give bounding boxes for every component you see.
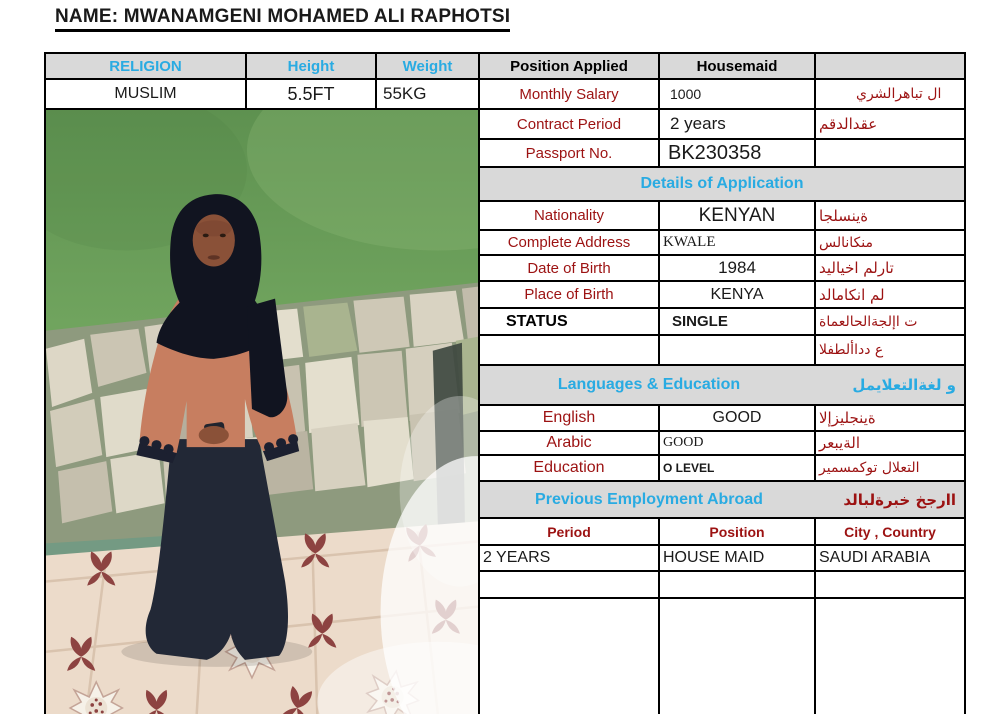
nationality-label: Nationality <box>479 201 659 230</box>
weight-value: 55KG <box>376 79 479 109</box>
profile-value-row <box>45 79 479 109</box>
employment-row-3 <box>479 598 965 714</box>
children-arabic: ع دداألطفلا <box>815 335 965 365</box>
education-value: O LEVEL <box>659 455 815 481</box>
dob-arabic: تارلم اخياليد <box>815 255 965 281</box>
details-section-row <box>479 167 965 201</box>
position-header: Position <box>659 518 815 545</box>
status-row <box>479 308 965 335</box>
pob-arabic: لم انكامالد <box>815 281 965 308</box>
employment-period <box>479 598 659 714</box>
address-arabic: منكانالس <box>815 230 965 255</box>
applicant-photo <box>46 110 478 714</box>
photo-row <box>45 109 479 714</box>
height-value: 5.5FT <box>246 79 376 109</box>
education-row <box>479 455 965 481</box>
status-label: STATUS <box>479 308 659 335</box>
position-header-arabic-cell <box>815 53 965 79</box>
employment-position: HOUSE MAID <box>659 545 815 571</box>
english-value: GOOD <box>659 405 815 431</box>
monthly-salary-label: Monthly Salary <box>479 79 659 109</box>
details-section-header <box>479 167 965 201</box>
address-label: Complete Address <box>479 230 659 255</box>
arabic-value: GOOD <box>659 431 815 455</box>
children-row <box>479 335 965 365</box>
contract-period-value: 2 years <box>659 109 815 139</box>
passport-value: BK230358 <box>659 139 815 167</box>
languages-section-arabic: و لغةالتعلايمل <box>852 376 956 394</box>
religion-value: MUSLIM <box>45 79 246 109</box>
passport-arabic <box>815 139 965 167</box>
arabic-label: Arabic <box>479 431 659 455</box>
employment-section-title: Previous Employment Abroad <box>535 490 763 508</box>
contract-period-row <box>479 109 965 139</box>
employment-position <box>659 571 815 598</box>
status-arabic: ت اإلجةالحالعماة <box>815 308 965 335</box>
city-country-header: City , Country <box>815 518 965 545</box>
employment-city <box>815 598 965 714</box>
position-applied-label: Position Applied <box>479 53 659 79</box>
page-title: NAME: MWANAMGENI MOHAMED ALI RAPHOTSI <box>55 6 510 32</box>
employment-period: 2 YEARS <box>479 545 659 571</box>
nationality-row <box>479 201 965 230</box>
passport-label: Passport No. <box>479 139 659 167</box>
monthly-salary-arabic: ال تباهرالشري <box>815 79 965 109</box>
nationality-arabic: ةينسلجا <box>815 201 965 230</box>
nationality-value: KENYAN <box>659 201 815 230</box>
education-label: Education <box>479 455 659 481</box>
languages-section-title: Languages & Education <box>557 376 741 393</box>
passport-row <box>479 139 965 167</box>
weight-header: Weight <box>376 53 479 79</box>
profile-header-row <box>45 53 479 79</box>
employment-period <box>479 571 659 598</box>
employment-position <box>659 598 815 714</box>
employment-row-1 <box>479 545 965 571</box>
address-row <box>479 230 965 255</box>
period-header: Period <box>479 518 659 545</box>
pob-label: Place of Birth <box>479 281 659 308</box>
contract-period-arabic: عقدالدقم <box>815 109 965 139</box>
religion-header: RELIGION <box>45 53 246 79</box>
dob-label: Date of Birth <box>479 255 659 281</box>
position-applied-value: Housemaid <box>659 53 815 79</box>
employment-row-2 <box>479 571 965 598</box>
pob-value: KENYA <box>659 281 815 308</box>
photo-cell <box>45 109 479 714</box>
profile-table <box>44 52 480 714</box>
languages-section-row <box>479 365 965 405</box>
monthly-salary-value: 1000 <box>659 79 815 109</box>
employment-city: SAUDI ARABIA <box>815 545 965 571</box>
employment-section-header <box>479 481 965 518</box>
position-header-row <box>479 53 965 79</box>
employment-header-row <box>479 518 965 545</box>
monthly-salary-row <box>479 79 965 109</box>
pob-row <box>479 281 965 308</box>
dob-row <box>479 255 965 281</box>
english-arabic: ةينجليزإلا <box>815 405 965 431</box>
contract-period-label: Contract Period <box>479 109 659 139</box>
dob-value: 1984 <box>659 255 815 281</box>
height-header: Height <box>246 53 376 79</box>
arabic-row <box>479 431 965 455</box>
employment-city <box>815 571 965 598</box>
application-table <box>478 52 966 714</box>
english-label: English <box>479 405 659 431</box>
languages-section-header <box>479 365 965 405</box>
employment-section-row <box>479 481 965 518</box>
english-row <box>479 405 965 431</box>
arabic-arabic: الةيبعر <box>815 431 965 455</box>
status-value: SINGLE <box>659 308 815 335</box>
children-label <box>479 335 659 365</box>
employment-section-arabic: اارجخ خبرةلبالد <box>843 490 956 509</box>
education-arabic: التعلال توكمسمير <box>815 455 965 481</box>
address-value: KWALE <box>659 230 815 255</box>
details-section-title: Details of Application <box>640 175 804 192</box>
children-value <box>659 335 815 365</box>
